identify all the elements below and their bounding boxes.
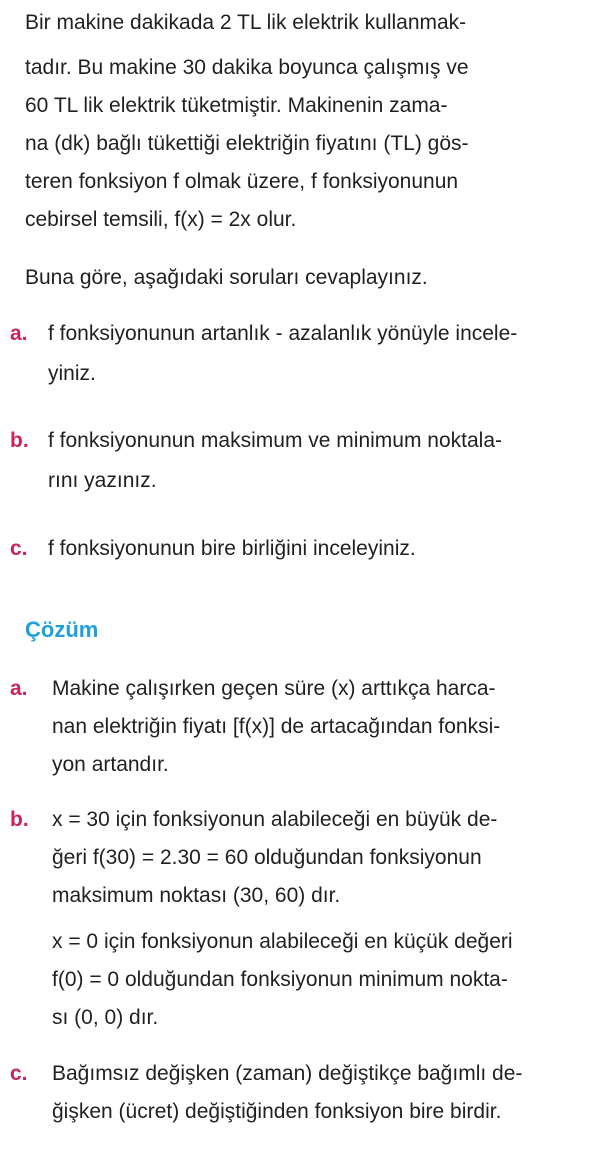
answer-label: b. (10, 808, 29, 831)
instruction-text: Buna göre, aşağıdaki soruları cevaplayınız. (25, 266, 428, 289)
problem-line: tadır. Bu makine 30 dakika boyunca çalışmış ve (25, 56, 469, 79)
answer-line: x = 30 için fonksiyonun alabileceği en büyük de- (52, 808, 498, 831)
answer-line: sı (0, 0) dır. (52, 1006, 159, 1029)
answer-line: ğişken (ücret) değiştiğinden fonksiyon bire birdir. (52, 1100, 502, 1123)
answer-label: a. (10, 677, 28, 700)
question-line: f fonksiyonunun artanlık - azalanlık yönüyle incele- (48, 322, 518, 345)
problem-line: 60 TL lik elektrik tüketmiştir. Makinenin zama- (25, 94, 448, 117)
answer-line: Bağımsız değişken (zaman) değiştikçe bağımlı de- (52, 1062, 523, 1085)
problem-line: teren fonksiyon f olmak üzere, f fonksiyonunun (25, 170, 459, 193)
problem-line: Bir makine dakikada 2 TL lik elektrik kullanmak- (25, 11, 467, 34)
problem-line: na (dk) bağlı tükettiği elektriğin fiyatını (TL) gös- (25, 132, 469, 155)
question-label: a. (10, 322, 28, 345)
answer-line: ğeri f(30) = 2.30 = 60 olduğundan fonksiyonun (52, 846, 482, 869)
solution-heading: Çözüm (25, 617, 99, 642)
question-line: f fonksiyonunun maksimum ve minimum noktala- (48, 429, 503, 452)
question-line: rını yazınız. (48, 469, 157, 492)
problem-line: cebirsel temsili, f(x) = 2x olur. (25, 208, 297, 231)
question-label: c. (10, 537, 28, 560)
answer-label: c. (10, 1062, 28, 1085)
answer-line: x = 0 için fonksiyonun alabileceği en küçük değeri (52, 930, 513, 953)
answer-line: maksimum noktası (30, 60) dır. (52, 884, 341, 907)
question-label: b. (10, 429, 29, 452)
question-line: f fonksiyonunun bire birliğini inceleyiniz. (48, 537, 416, 560)
answer-line: f(0) = 0 olduğundan fonksiyonun minimum nokta- (52, 968, 508, 991)
answer-line: yon artandır. (52, 753, 169, 776)
answer-line: nan elektriğin fiyatı [f(x)] de artacağından fonksi- (52, 715, 501, 738)
answer-line: Makine çalışırken geçen süre (x) arttıkça harca- (52, 677, 496, 700)
question-line: yiniz. (48, 362, 96, 385)
